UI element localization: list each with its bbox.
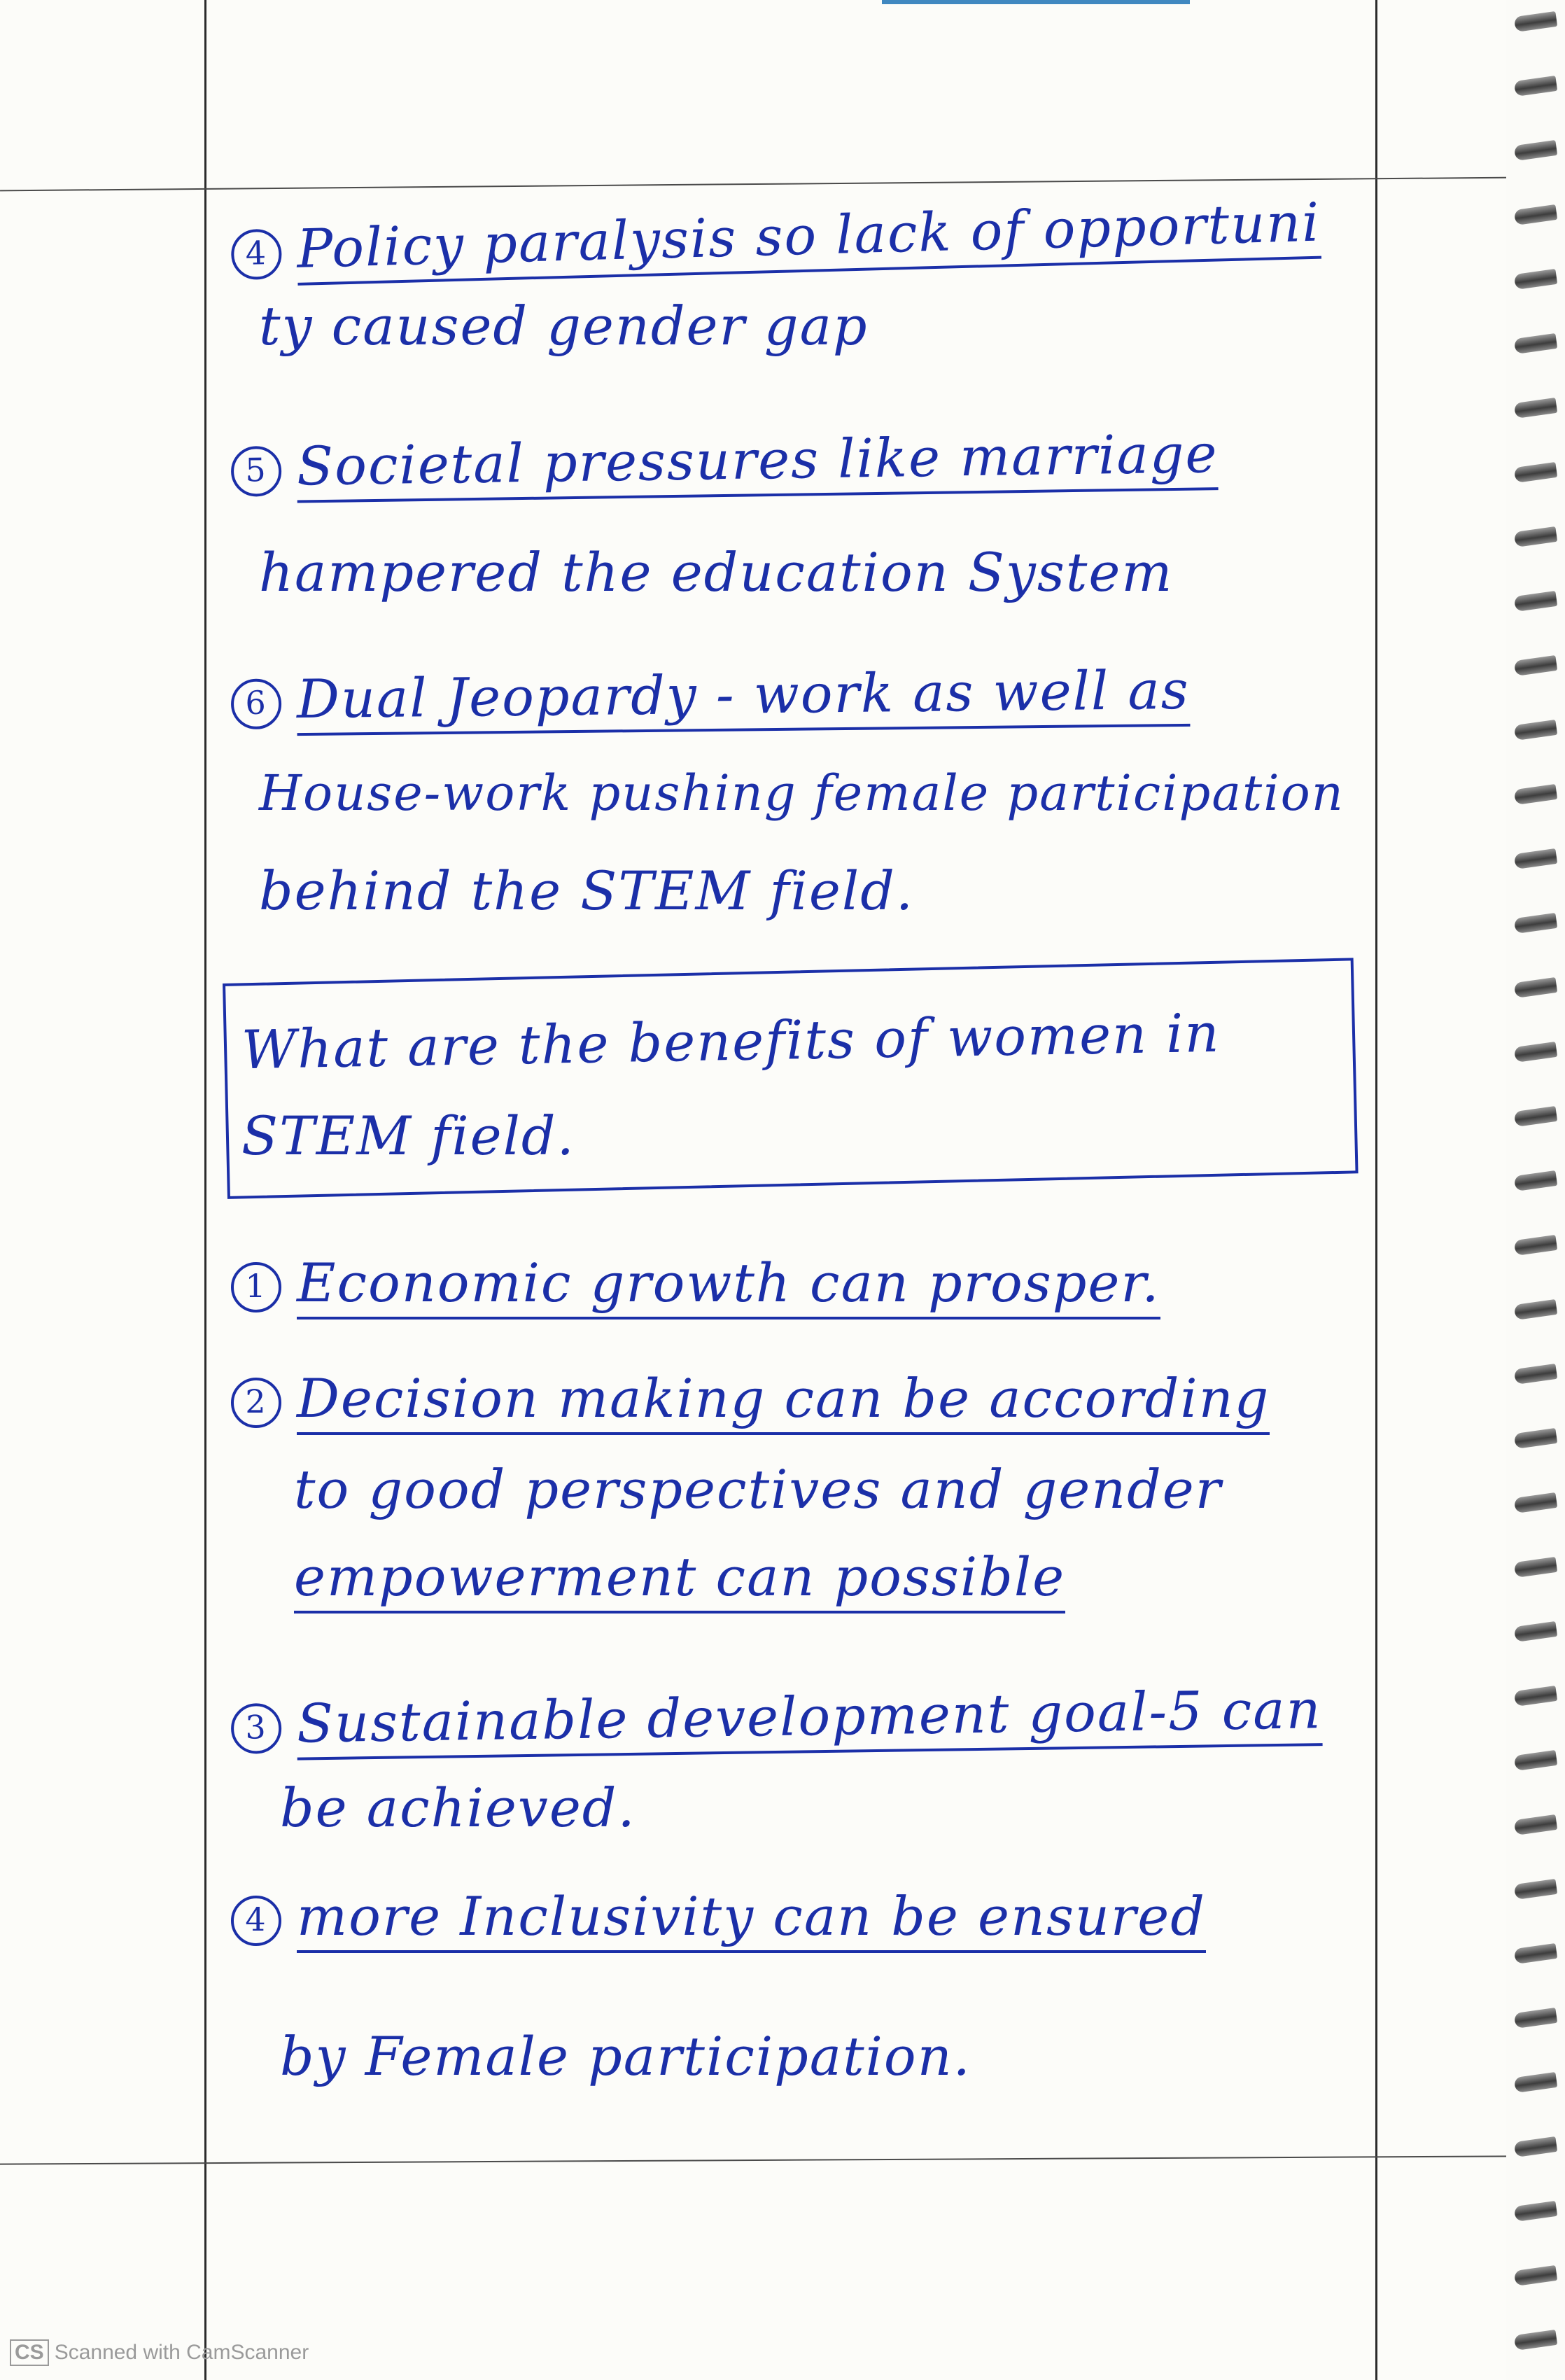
item6-text3: behind the STEM field. bbox=[259, 860, 914, 922]
left-margin-line bbox=[204, 0, 206, 2380]
item6-line3 bbox=[259, 860, 914, 922]
item4-line2 bbox=[259, 295, 869, 357]
camscanner-watermark bbox=[10, 2339, 309, 2366]
benefit2-text2: to good perspectives and gender bbox=[294, 1458, 1223, 1520]
benefit4-text1: more Inclusivity can be ensured bbox=[297, 1885, 1206, 1953]
benefit4-line2 bbox=[280, 2025, 971, 2087]
benefit3-text2: be achieved. bbox=[280, 1777, 636, 1839]
item4-line1 bbox=[230, 190, 1321, 281]
benefit1-line1 bbox=[231, 1252, 1160, 1314]
item6-text2: House-work pushing female participation bbox=[259, 764, 1345, 822]
item5-text2: hampered the education System bbox=[259, 541, 1174, 603]
question-text1: What are the benefits of women in bbox=[241, 1001, 1221, 1082]
benefit2-number: 2 bbox=[231, 1378, 281, 1428]
item4-text1: Policy paralysis so lack of opportuni bbox=[296, 191, 1321, 286]
benefit4-number: 4 bbox=[231, 1896, 281, 1946]
item5-line2 bbox=[259, 541, 1174, 603]
top-rule bbox=[0, 177, 1512, 192]
benefit2-line3 bbox=[294, 1546, 1066, 1608]
item6-number: 6 bbox=[231, 678, 282, 729]
item6-line1 bbox=[231, 658, 1191, 731]
benefit3-line1 bbox=[231, 1678, 1323, 1755]
benefit2-line2 bbox=[294, 1458, 1223, 1520]
item6-text1: Dual Jeopardy - work as well as bbox=[297, 659, 1191, 736]
benefit3-text1: Sustainable development goal-5 can bbox=[296, 1678, 1322, 1760]
bottom-rule bbox=[0, 2155, 1512, 2164]
camscanner-logo: CS bbox=[10, 2339, 49, 2366]
benefit3-line2 bbox=[280, 1777, 636, 1839]
benefit4-text2: by Female participation. bbox=[280, 2025, 971, 2087]
benefit1-number: 1 bbox=[231, 1262, 281, 1312]
camscanner-text: Scanned with CamScanner bbox=[54, 2341, 309, 2364]
benefit2-text1: Decision making can be according bbox=[297, 1367, 1270, 1435]
right-margin-line bbox=[1375, 0, 1377, 2380]
item4-text2: ty caused gender gap bbox=[259, 295, 869, 357]
top-edge-strip bbox=[882, 0, 1190, 4]
benefit3-number: 3 bbox=[231, 1703, 282, 1754]
benefit2-line1 bbox=[231, 1367, 1270, 1429]
benefit4-line1 bbox=[231, 1885, 1206, 1947]
item5-line1 bbox=[231, 422, 1219, 498]
question-text2: STEM field. bbox=[241, 1105, 575, 1167]
item4-number: 4 bbox=[230, 229, 282, 281]
question-line1 bbox=[241, 1001, 1221, 1082]
benefit2-text3: empowerment can possible bbox=[294, 1546, 1065, 1614]
item5-text1: Societal pressures like marriage bbox=[296, 422, 1219, 503]
benefit1-text1: Economic growth can prosper. bbox=[297, 1252, 1160, 1320]
item6-line2 bbox=[259, 764, 1345, 822]
item5-number: 5 bbox=[231, 446, 282, 497]
question-line2 bbox=[241, 1105, 575, 1167]
